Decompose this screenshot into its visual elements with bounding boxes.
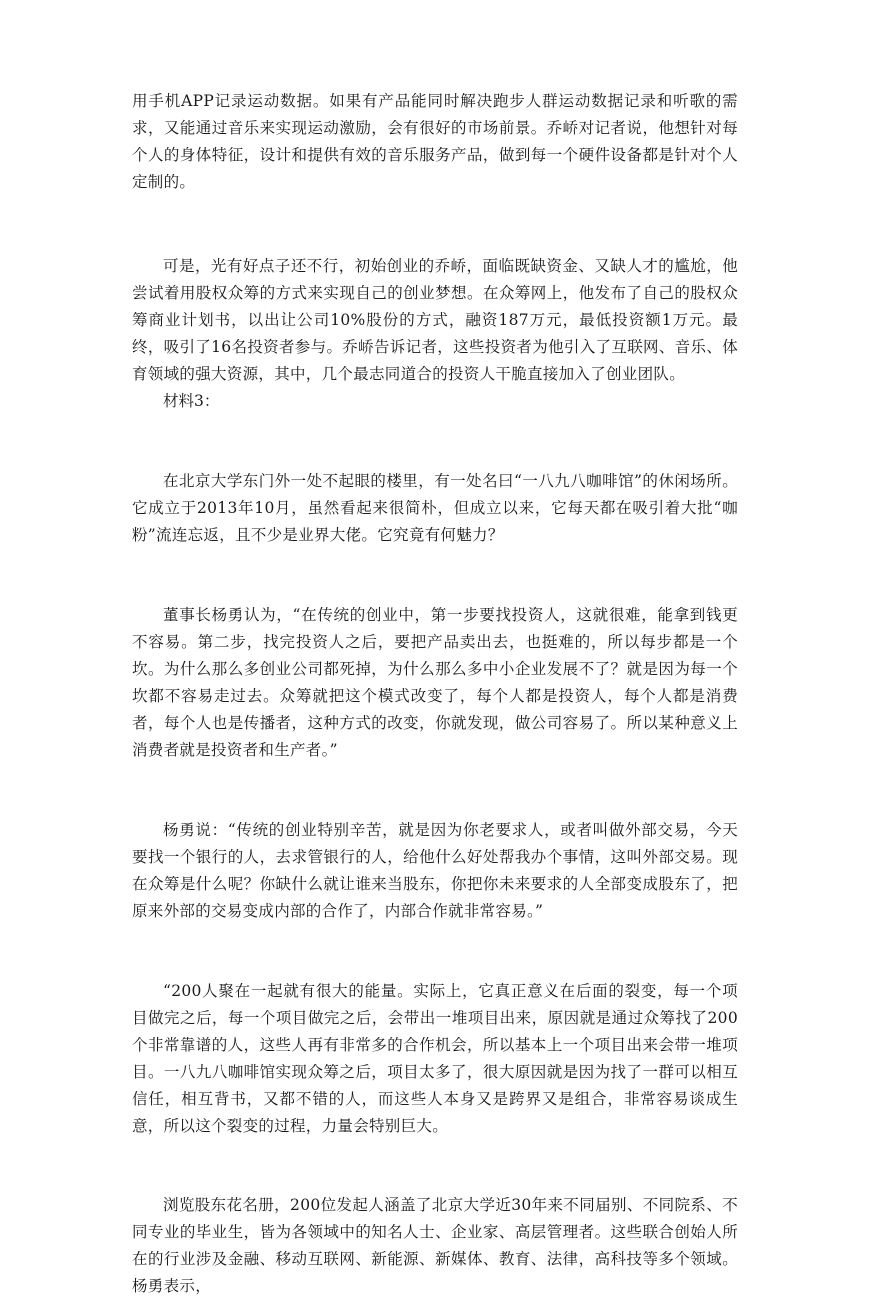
paragraph-chairman-view: 董事长杨勇认为，“在传统的创业中，第一步要找投资人，这就很难，能拿到钱更不容易。第二步，找完投资人之后，要把产品卖出去，也挺难的，所以每步都是一个坎。为什么那么多创业公司都死掉，为什么那么多中小企业发展不了？就是因为每一个坎都不容易走过去。众筹就把这个模式改变了，每个人都是投资人，每个人都是消费者，每个人也是传播者，这种方式的改变，你就发现，做公司容易了。所以某种意义上消费者就是投资者和生产者。” (132, 606, 738, 759)
paragraph-1898-cafe-intro: 在北京大学东门外一处不起眼的楼里，有一处名曰“一八九八咖啡馆”的休闲场所。它成立于2013年10月，虽然看起来很简朴，但成立以来，它每天都在吸引着大批“咖粉”流连忘返，且不少是业界大佬。它究竟有何魅力？ (132, 472, 738, 544)
paragraph-200-people: “200人聚在一起就有很大的能量。实际上，它真正意义在后面的裂变，每一个项目做完之后，每一个项目做完之后，会带出一堆项目出来，原因就是通过众筹找了200个非常靠谱的人，这些人再有非常多的合作机会，所以基本上一个项目出来会带一堆项目。一八九八咖啡馆实现众筹之后，项目太多了，很大原因就是因为找了一群可以相互信任，相互背书，又都不错的人，而这些人本身又是跨界又是组合，非常容易谈成生意，所以这个裂变的过程，力量会特别巨大。 (132, 982, 738, 1135)
section-label-material-3: 材料3： (163, 392, 220, 410)
document-body (132, 88, 738, 1300)
paragraph-equity-crowdfunding: 可是，光有好点子还不行，初始创业的乔峤，面临既缺资金、又缺人才的尴尬，他尝试着用股权众筹的方式来实现自己的创业梦想。在众筹网上，他发布了自己的股权众筹商业计划书，以出让公司10%股份的方式，融资187万元，最低投资额1万元。最终，吸引了16名投资者参与。乔峤告诉记者，这些投资者为他引入了互联网、音乐、体育领域的强大资源，其中，几个最志同道合的投资人干脆直接加入了创业团队。 (132, 257, 738, 383)
paragraph-shareholder-roster: 浏览股东花名册，200位发起人涵盖了北京大学近30年来不同届别、不同院系、不同专业的毕业生，皆为各领域中的知名人士、企业家、高层管理者。这些联合创始人所在的行业涉及金融、移动互联网、新能源、新媒体、教育、法律，高科技等多个领域。杨勇表示， (132, 1196, 738, 1295)
paragraph-yang-yong-quote: 杨勇说：“传统的创业特别辛苦，就是因为你老要求人，或者叫做外部交易，今天要找一个银行的人，去求管银行的人，给他什么好处帮我办个事情，这叫外部交易。现在众筹是什么呢？你缺什么就让谁来当股东，你把你未来要求的人全部变成股东了，把原来外部的交易变成内部的合作了，内部合作就非常容易。” (132, 821, 738, 920)
paragraph-running-app: 用手机APP记录运动数据。如果有产品能同时解决跑步人群运动数据记录和听歌的需求，又能通过音乐来实现运动激励，会有很好的市场前景。乔峤对记者说，他想针对每个人的身体特征，设计和提供有效的音乐服务产品，做到每一个硬件设备都是针对个人定制的。 (132, 92, 738, 191)
